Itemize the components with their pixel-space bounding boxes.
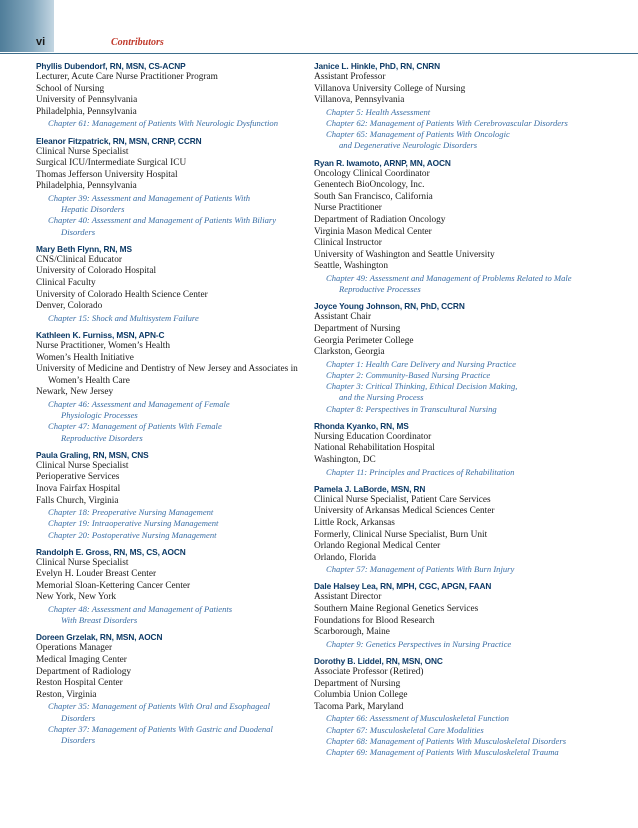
- affiliation-line: Memorial Sloan-Kettering Cancer Center: [36, 580, 191, 591]
- contributor-entry: [314, 655, 604, 758]
- contributor-entry: [36, 60, 298, 130]
- contributor-entry: [314, 300, 604, 414]
- chapter-line: Chapter 9: Genetics Perspectives in Nursing Practice: [326, 638, 512, 649]
- chapter-line: Chapter 20: Postoperative Nursing Management: [48, 529, 217, 540]
- affiliation-line: Columbia Union College: [314, 690, 408, 701]
- affiliation-line: Nursing Education Coordinator: [314, 431, 432, 442]
- affiliation-line: Scarborough, Maine: [314, 627, 390, 638]
- affiliation-line: CNS/Clinical Educator: [36, 254, 122, 265]
- affiliation-line: Clinical Nurse Specialist: [36, 460, 129, 471]
- affiliation-line: Women’s Health Initiative: [36, 352, 134, 363]
- contributor-name: Dale Halsey Lea, RN, MPH, CGC, APGN, FAAN: [314, 581, 492, 592]
- affiliation-line: Department of Radiology: [36, 666, 132, 677]
- affiliation-line: Falls Church, Virginia: [36, 495, 119, 506]
- affiliation-line: Little Rock, Arkansas: [314, 517, 395, 528]
- chapter-line: Chapter 5: Health Assessment: [326, 106, 431, 117]
- page-number: vi: [36, 36, 46, 48]
- affiliation-line: Department of Radiation Oncology: [314, 214, 446, 225]
- affiliation-line: Clinical Nurse Specialist: [36, 557, 129, 568]
- affiliation-line: Thomas Jefferson University Hospital: [36, 169, 178, 180]
- chapter-line: Chapter 68: Management of Patients With Musculoskeletal Disorders: [326, 735, 567, 746]
- affiliation-line: South San Francisco, California: [314, 191, 433, 202]
- chapter-line: Disorders: [61, 735, 96, 746]
- running-head: Contributors: [111, 37, 164, 48]
- affiliation-line: Perioperative Services: [36, 472, 120, 483]
- affiliation-line: University of Pennsylvania: [36, 95, 138, 106]
- chapter-line: Chapter 66: Assessment of Musculoskeletal Function: [326, 713, 509, 724]
- contributor-entry: [36, 135, 298, 238]
- contributor-name: Dorothy B. Liddel, RN, MSN, ONC: [314, 656, 443, 667]
- contributor-name: Ryan R. Iwamoto, ARNP, MN, AOCN: [314, 157, 451, 168]
- chapter-line: and Degenerative Neurologic Disorders: [339, 140, 478, 151]
- affiliation-line: Surgical ICU/Intermediate Surgical ICU: [36, 158, 187, 169]
- contributor-entry: [314, 60, 604, 152]
- affiliation-line: Department of Nursing: [314, 678, 401, 689]
- chapter-line: Chapter 67: Musculoskeletal Care Modalities: [326, 724, 484, 735]
- contributor-entry: [314, 157, 604, 296]
- affiliation-line: Clinical Nurse Specialist: [36, 146, 129, 157]
- contributor-name: Mary Beth Flynn, RN, MS: [36, 243, 132, 254]
- affiliation-line: Washington, DC: [314, 454, 376, 465]
- contributor-name: Kathleen K. Furniss, MSN, APN-C: [36, 329, 165, 340]
- affiliation-line: Lecturer, Acute Care Nurse Practitioner Program: [36, 72, 218, 82]
- affiliation-line: University of Washington and Seattle University: [314, 249, 495, 260]
- affiliation-line: Philadelphia, Pennsylvania: [36, 106, 137, 117]
- affiliation-line: Department of Nursing: [314, 323, 401, 334]
- affiliation-line: Seattle, Washington: [314, 261, 388, 272]
- chapter-line: Chapter 65: Management of Patients With Oncologic: [326, 129, 510, 140]
- affiliation-line: Southern Maine Regional Genetics Services: [314, 604, 479, 615]
- affiliation-line: Georgia Perimeter College: [314, 335, 414, 346]
- affiliation-line: New York, New York: [36, 592, 117, 603]
- affiliation-line: Oncology Clinical Coordinator: [314, 168, 430, 179]
- affiliation-line: Newark, New Jersey: [36, 387, 114, 398]
- chapter-line: Chapter 61: Management of Patients With Neurologic Dysfunction: [48, 118, 279, 129]
- affiliation-line: Clinical Faculty: [36, 277, 96, 288]
- contributor-entry: [36, 631, 298, 746]
- chapter-line: Chapter 19: Intraoperative Nursing Management: [48, 518, 219, 529]
- left-column: [36, 60, 298, 751]
- chapter-line: Chapter 62: Management of Patients With Cerebrovascular Disorders: [326, 117, 568, 128]
- chapter-line: Disorders: [61, 226, 96, 237]
- chapter-line: Chapter 1: Health Care Delivery and Nursing Practice: [326, 358, 516, 369]
- affiliation-line: Clarkston, Georgia: [314, 347, 385, 358]
- affiliation-line: University of Colorado Health Science Center: [36, 289, 208, 300]
- contributor-name: Phyllis Dubendorf, RN, MSN, CS-ACNP: [36, 61, 186, 71]
- affiliation-line: University of Medicine and Dentistry of New Jersey and Associates in: [36, 364, 298, 375]
- affiliation-line: University of Arkansas Medical Sciences Center: [314, 506, 495, 517]
- contributor-entry: [314, 420, 604, 478]
- chapter-line: Physiologic Processes: [61, 410, 138, 421]
- affiliation-line: Orlando, Florida: [314, 552, 376, 563]
- chapter-line: Disorders: [61, 712, 96, 723]
- affiliation-line: University of Colorado Hospital: [36, 266, 157, 277]
- affiliation-line: Clinical Nurse Specialist, Patient Care Services: [314, 494, 491, 505]
- contributor-name: Randolph E. Gross, RN, MS, CS, AOCN: [36, 546, 186, 557]
- chapter-line: Hepatic Disorders: [61, 204, 125, 215]
- affiliation-line: Genentech BioOncology, Inc.: [314, 180, 425, 191]
- affiliation-line: Operations Manager: [36, 643, 113, 654]
- affiliation-line: Nurse Practitioner: [314, 203, 382, 214]
- contributor-name: Doreen Grzelak, RN, MSN, AOCN: [36, 632, 163, 643]
- affiliation-line: Evelyn H. Louder Breast Center: [36, 569, 157, 580]
- contributor-entry: [36, 329, 298, 444]
- chapter-line: Chapter 11: Principles and Practices of Rehabilitation: [326, 466, 515, 477]
- chapter-line: Chapter 40: Assessment and Management of Patients With Biliary: [48, 215, 277, 226]
- chapter-line: With Breast Disorders: [61, 615, 138, 626]
- right-column: [314, 60, 604, 763]
- page-header: [36, 36, 164, 54]
- affiliation-line: Nurse Practitioner, Women’s Health: [36, 340, 170, 351]
- affiliation-line: Formerly, Clinical Nurse Specialist, Burn Unit: [314, 529, 488, 540]
- contributor-entry: [314, 483, 604, 576]
- chapter-line: Chapter 46: Assessment and Management of Female: [48, 398, 230, 409]
- chapter-line: Chapter 15: Shock and Multisystem Failure: [48, 312, 199, 323]
- affiliation-line: Inova Fairfax Hospital: [36, 483, 121, 494]
- chapter-line: Chapter 49: Assessment and Management of Problems Related to Male: [326, 272, 572, 283]
- chapter-line: Chapter 48: Assessment and Management of Patients: [48, 604, 233, 615]
- affiliation-line: Villanova University College of Nursing: [314, 83, 466, 94]
- affiliation-line: School of Nursing: [36, 83, 105, 94]
- chapter-line: Reproductive Processes: [339, 284, 421, 295]
- affiliation-line: Reston, Virginia: [36, 689, 97, 700]
- contributor-entry: [36, 243, 298, 324]
- contributor-entry: [36, 449, 298, 541]
- chapter-line: Chapter 2: Community-Based Nursing Practice: [326, 369, 491, 380]
- affiliation-line: Medical Imaging Center: [36, 655, 127, 666]
- contributor-name: Pamela J. LaBorde, MSN, RN: [314, 483, 426, 494]
- affiliation-line: Women’s Health Care: [48, 375, 130, 386]
- affiliation-line: Orlando Regional Medical Center: [314, 541, 441, 552]
- header-rule: [0, 53, 638, 54]
- chapter-line: Chapter 8: Perspectives in Transcultural Nursing: [326, 403, 497, 414]
- affiliation-line: Clinical Instructor: [314, 238, 382, 249]
- affiliation-line: Assistant Director: [314, 592, 382, 603]
- affiliation-line: Assistant Chair: [314, 312, 372, 323]
- contributor-entry: [36, 546, 298, 627]
- contributor-name: Eleanor Fitzpatrick, RN, MSN, CRNP, CCRN: [36, 135, 202, 146]
- affiliation-line: Tacoma Park, Maryland: [314, 701, 404, 712]
- chapter-line: Chapter 35: Management of Patients With Oral and Esophageal: [48, 701, 270, 712]
- contributor-name: Paula Graling, RN, MSN, CNS: [36, 449, 149, 460]
- contributor-name: Janice L. Hinkle, PhD, RN, CNRN: [314, 61, 440, 71]
- affiliation-line: Assistant Professor: [314, 72, 386, 82]
- affiliation-line: National Rehabilitation Hospital: [314, 443, 435, 454]
- affiliation-line: Denver, Colorado: [36, 301, 103, 312]
- contributor-name: Joyce Young Johnson, RN, PhD, CCRN: [314, 301, 465, 312]
- chapter-line: Chapter 3: Critical Thinking, Ethical Decision Making,: [326, 381, 518, 392]
- affiliation-line: Associate Professor (Retired): [314, 667, 424, 678]
- chapter-line: and the Nursing Process: [339, 392, 424, 403]
- contributor-entry: [314, 580, 604, 650]
- affiliation-line: Philadelphia, Pennsylvania: [36, 181, 137, 192]
- affiliation-line: Villanova, Pennsylvania: [314, 95, 405, 106]
- chapter-line: Chapter 57: Management of Patients With Burn Injury: [326, 564, 515, 575]
- chapter-line: Reproductive Disorders: [61, 432, 143, 443]
- affiliation-line: Foundations for Blood Research: [314, 615, 435, 626]
- affiliation-line: Virginia Mason Medical Center: [314, 226, 432, 237]
- chapter-line: Chapter 18: Preoperative Nursing Management: [48, 507, 214, 518]
- chapter-line: Chapter 39: Assessment and Management of Patients With: [48, 192, 251, 203]
- chapter-line: Chapter 69: Management of Patients With Musculoskeletal Trauma: [326, 747, 559, 758]
- chapter-line: Chapter 37: Management of Patients With Gastric and Duodenal: [48, 723, 273, 734]
- affiliation-line: Reston Hospital Center: [36, 678, 123, 689]
- contributor-name: Rhonda Kyanko, RN, MS: [314, 420, 409, 431]
- chapter-line: Chapter 47: Management of Patients With Female: [48, 421, 222, 432]
